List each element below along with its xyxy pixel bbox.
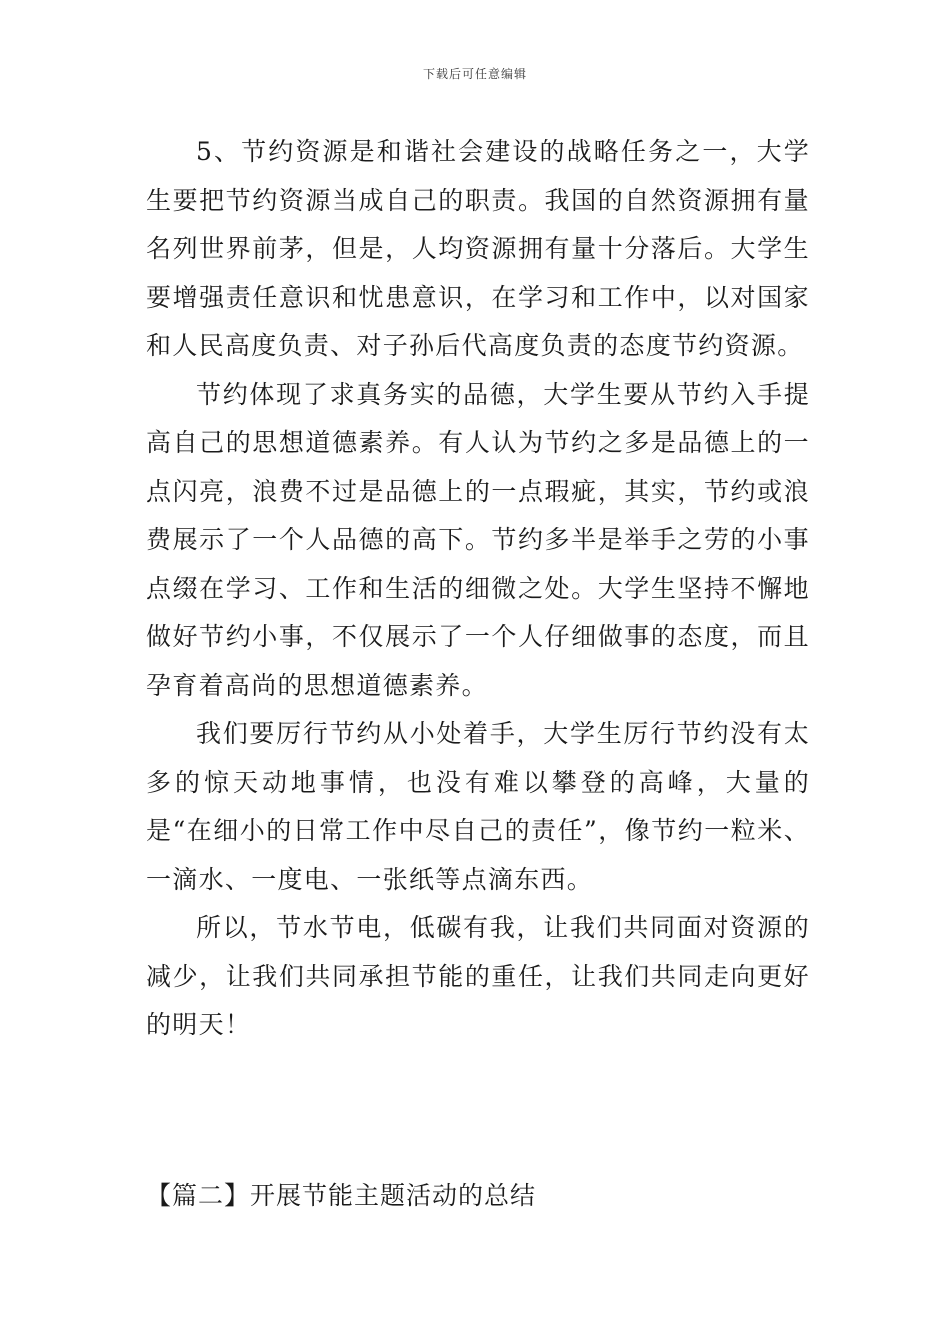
section-heading: 【篇二】开展节能主题活动的总结 (146, 1181, 537, 1210)
paragraph-small-actions: 我们要厉行节约从小处着手，大学生厉行节约没有太多的惊天动地事情，也没有难以攀登的高峰，大量的是“在细小的日常工作中尽自己的责任”，像节约一粒米、一滴水、一度电、一张纸等点滴东西。 (146, 719, 810, 894)
paragraph-conclusion: 所以，节水节电，低碳有我，让我们共同面对资源的减少，让我们共同承担节能的重任，让我们共同走向更好的明天！ (146, 913, 810, 1039)
paragraph-resource-saving-duty: 5、节约资源是和谐社会建设的战略任务之一，大学生要把节约资源当成自己的职责。我国的自然资源拥有量名列世界前茅，但是，人均资源拥有量十分落后。大学生要增强责任意识和忧患意识，在学习和工作中，以对国家和人民高度负责、对子孙后代高度负责的态度节约资源。 (146, 137, 810, 360)
page-header-note: 下载后可任意编辑 (422, 67, 527, 81)
document-body (146, 128, 810, 1050)
paragraph-moral-quality: 节约体现了求真务实的品德，大学生要从节约入手提高自己的思想道德素养。有人认为节约之多是品德上的一点闪亮，浪费不过是品德上的一点瑕疵，其实，节约或浪费展示了一个人品德的高下。节约多半是举手之劳的小事点缀在学习、工作和生活的细微之处。大学生坚持不懈地做好节约小事，不仅展示了一个人仔细做事的态度，而且孕育着高尚的思想道德素养。 (146, 379, 810, 700)
